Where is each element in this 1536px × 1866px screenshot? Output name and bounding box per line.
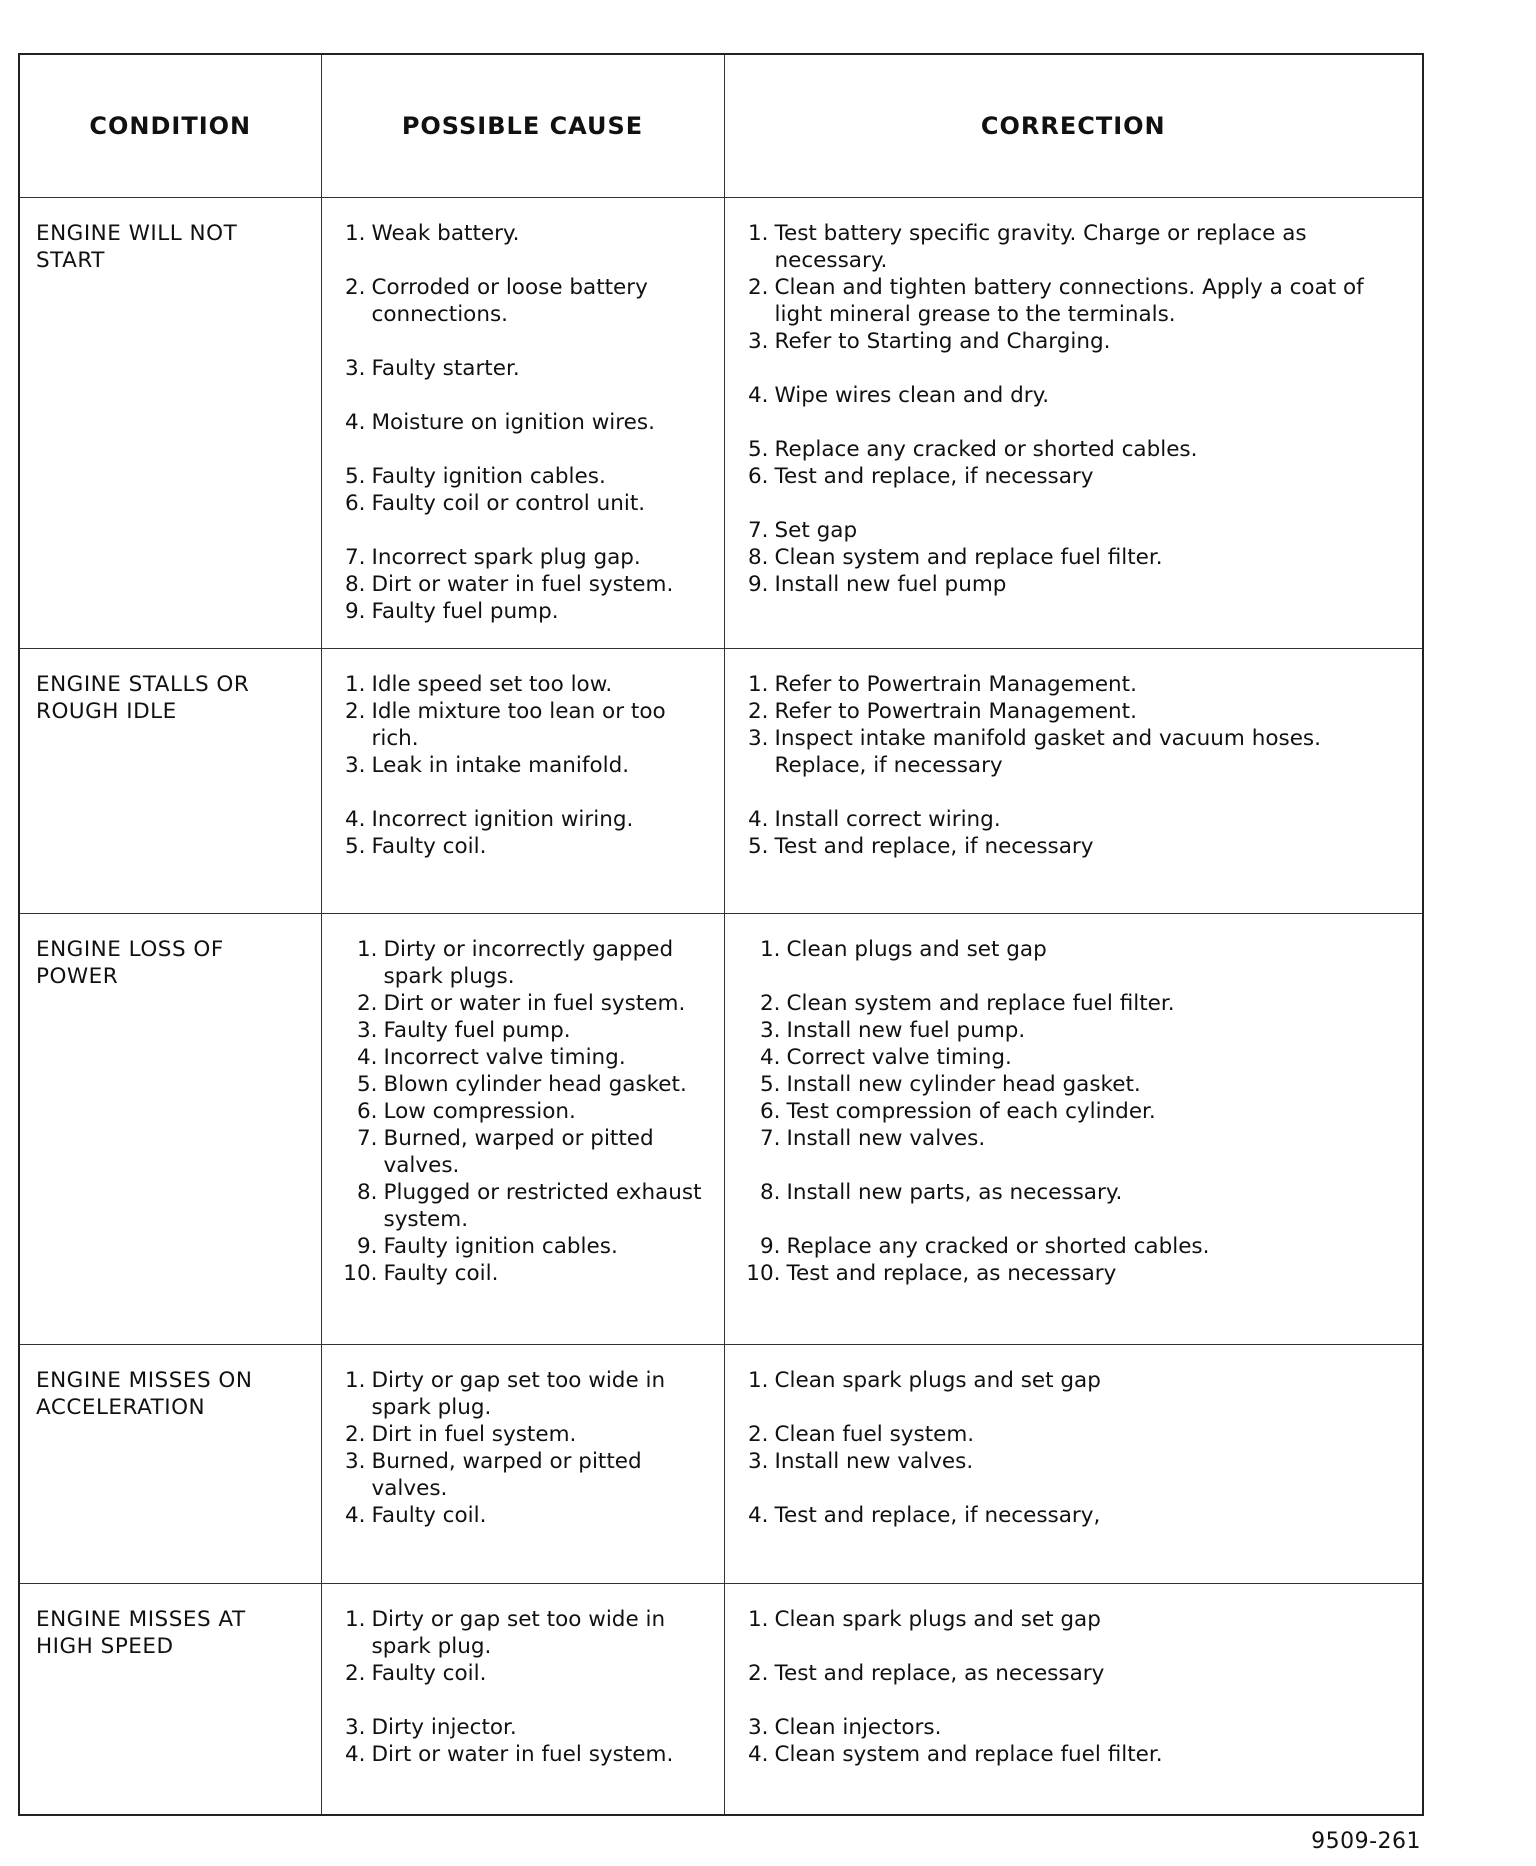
item-text: Install new cylinder head gasket. bbox=[786, 1072, 1141, 1097]
item-number: 3. bbox=[747, 1715, 769, 1740]
cause-item bbox=[336, 1502, 710, 1529]
item-number: 3. bbox=[747, 726, 769, 751]
item-number: 2. bbox=[356, 991, 378, 1016]
cause-item bbox=[336, 698, 710, 752]
item-text: Weak battery. bbox=[371, 221, 520, 246]
item-text: Dirt in fuel system. bbox=[371, 1422, 577, 1447]
cause-item bbox=[336, 490, 710, 517]
item-number: 1. bbox=[747, 1368, 769, 1393]
item-text: Faulty coil. bbox=[371, 1503, 487, 1528]
correction-list bbox=[739, 671, 1409, 860]
item-text: Test and replace, if necessary, bbox=[774, 1503, 1101, 1528]
item-text: Dirt or water in fuel system. bbox=[383, 991, 686, 1016]
correction-item bbox=[739, 1017, 1409, 1044]
item-number: 4. bbox=[344, 410, 366, 435]
item-number: 8. bbox=[759, 1180, 781, 1205]
condition-cell bbox=[19, 198, 321, 649]
correction-item bbox=[739, 1125, 1409, 1152]
item-text: Wipe wires clean and dry. bbox=[774, 383, 1050, 408]
item-number: 2. bbox=[747, 275, 769, 300]
item-number: 4. bbox=[747, 383, 769, 408]
cause-item bbox=[336, 1660, 710, 1687]
condition-text: ENGINE STALLS OR ROUGH IDLE bbox=[36, 672, 250, 724]
item-number: 2. bbox=[344, 275, 366, 300]
table-body bbox=[19, 198, 1423, 1816]
item-text: Incorrect valve timing. bbox=[383, 1045, 626, 1070]
item-text: Replace any cracked or shorted cables. bbox=[786, 1234, 1210, 1259]
item-text: Clean fuel system. bbox=[774, 1422, 975, 1447]
condition-text: ENGINE MISSES AT HIGH SPEED bbox=[36, 1607, 246, 1659]
cause-item bbox=[336, 671, 710, 698]
cause-item bbox=[336, 1125, 710, 1179]
item-number: 1. bbox=[344, 1368, 366, 1393]
item-text: Faulty ignition cables. bbox=[371, 464, 606, 489]
cause-item bbox=[336, 571, 710, 598]
cause-item bbox=[336, 1421, 710, 1448]
item-text: Idle mixture too lean or too rich. bbox=[371, 699, 666, 751]
item-number: 10. bbox=[746, 1261, 781, 1286]
item-number: 2. bbox=[747, 1661, 769, 1686]
table-row bbox=[19, 1584, 1423, 1816]
item-text: Leak in intake manifold. bbox=[371, 753, 630, 778]
item-number: 3. bbox=[759, 1018, 781, 1043]
cause-list bbox=[336, 1606, 710, 1768]
item-number: 7. bbox=[759, 1126, 781, 1151]
item-number: 1. bbox=[344, 672, 366, 697]
item-text: Idle speed set too low. bbox=[371, 672, 613, 697]
diagnosis-table-wrapper bbox=[18, 53, 1422, 1816]
item-number: 7. bbox=[344, 545, 366, 570]
correction-item bbox=[739, 436, 1409, 463]
condition-text: ENGINE WILL NOT START bbox=[36, 221, 238, 273]
item-text: Refer to Starting and Charging. bbox=[774, 329, 1111, 354]
item-number: 1. bbox=[759, 937, 781, 962]
item-text: Clean injectors. bbox=[774, 1715, 942, 1740]
item-text: Faulty coil. bbox=[383, 1261, 499, 1286]
correction-cell bbox=[724, 649, 1423, 914]
item-text: Dirty injector. bbox=[371, 1715, 517, 1740]
item-text: Install new fuel pump. bbox=[786, 1018, 1026, 1043]
cause-item bbox=[336, 936, 710, 990]
correction-item bbox=[739, 544, 1409, 571]
cause-item bbox=[336, 1606, 710, 1660]
item-number: 5. bbox=[356, 1072, 378, 1097]
header-possible-cause: POSSIBLE CAUSE bbox=[321, 54, 724, 198]
cause-item bbox=[336, 220, 710, 247]
correction-item bbox=[739, 1071, 1409, 1098]
condition-cell bbox=[19, 1584, 321, 1816]
item-number: 2. bbox=[344, 1661, 366, 1686]
correction-cell bbox=[724, 914, 1423, 1345]
correction-cell bbox=[724, 1584, 1423, 1816]
item-number: 10. bbox=[343, 1261, 378, 1286]
item-number: 2. bbox=[747, 1422, 769, 1447]
header-condition: CONDITION bbox=[19, 54, 321, 198]
item-number: 5. bbox=[747, 834, 769, 859]
item-text: Faulty starter. bbox=[371, 356, 520, 381]
cause-item bbox=[336, 752, 710, 779]
item-text: Install new parts, as necessary. bbox=[786, 1180, 1123, 1205]
item-text: Moisture on ignition wires. bbox=[371, 410, 655, 435]
item-number: 3. bbox=[344, 753, 366, 778]
item-text: Install new fuel pump bbox=[774, 572, 1007, 597]
header-row bbox=[19, 54, 1423, 198]
item-text: Corroded or loose battery connections. bbox=[371, 275, 648, 327]
item-number: 2. bbox=[344, 699, 366, 724]
correction-item bbox=[739, 463, 1409, 490]
item-text: Dirt or water in fuel system. bbox=[371, 572, 674, 597]
correction-item bbox=[739, 1714, 1409, 1741]
item-text: Burned, warped or pitted valves. bbox=[383, 1126, 654, 1178]
item-text: Refer to Powertrain Management. bbox=[774, 699, 1137, 724]
diagnosis-table bbox=[18, 53, 1424, 1816]
item-text: Refer to Powertrain Management. bbox=[774, 672, 1137, 697]
correction-item bbox=[739, 1044, 1409, 1071]
cause-item bbox=[336, 1098, 710, 1125]
item-number: 3. bbox=[344, 1449, 366, 1474]
correction-item bbox=[739, 1606, 1409, 1633]
cause-list bbox=[336, 220, 710, 625]
item-number: 3. bbox=[747, 1449, 769, 1474]
item-number: 8. bbox=[747, 545, 769, 570]
item-number: 4. bbox=[344, 1503, 366, 1528]
item-number: 9. bbox=[356, 1234, 378, 1259]
item-number: 5. bbox=[747, 437, 769, 462]
condition-cell bbox=[19, 914, 321, 1345]
header-correction: CORRECTION bbox=[724, 54, 1423, 198]
condition-cell bbox=[19, 1345, 321, 1584]
item-number: 9. bbox=[759, 1234, 781, 1259]
item-number: 1. bbox=[356, 937, 378, 962]
item-number: 4. bbox=[759, 1045, 781, 1070]
item-text: Incorrect spark plug gap. bbox=[371, 545, 641, 570]
cause-item bbox=[336, 355, 710, 382]
item-number: 2. bbox=[759, 991, 781, 1016]
cause-item bbox=[336, 1367, 710, 1421]
correction-item bbox=[739, 1660, 1409, 1687]
item-text: Install new valves. bbox=[774, 1449, 974, 1474]
item-number: 4. bbox=[747, 1503, 769, 1528]
correction-item bbox=[739, 1448, 1409, 1475]
item-text: Clean spark plugs and set gap bbox=[774, 1368, 1101, 1393]
item-text: Test battery specific gravity. Charge or replace as necessary. bbox=[774, 221, 1307, 273]
table-row bbox=[19, 649, 1423, 914]
item-text: Plugged or restricted exhaust system. bbox=[383, 1180, 702, 1232]
item-text: Incorrect ignition wiring. bbox=[371, 807, 634, 832]
table-row bbox=[19, 198, 1423, 649]
cause-list bbox=[336, 1367, 710, 1529]
correction-item bbox=[739, 1741, 1409, 1768]
item-number: 1. bbox=[747, 672, 769, 697]
cause-list bbox=[336, 671, 710, 860]
item-number: 9. bbox=[344, 599, 366, 624]
correction-item bbox=[739, 725, 1409, 779]
table-row bbox=[19, 914, 1423, 1345]
correction-item bbox=[739, 698, 1409, 725]
cause-cell bbox=[321, 1584, 724, 1816]
cause-item bbox=[336, 598, 710, 625]
correction-item bbox=[739, 382, 1409, 409]
table-row bbox=[19, 1345, 1423, 1584]
item-number: 7. bbox=[356, 1126, 378, 1151]
item-number: 6. bbox=[344, 491, 366, 516]
item-number: 5. bbox=[344, 464, 366, 489]
correction-item bbox=[739, 1179, 1409, 1206]
item-text: Clean and tighten battery connections. Apply a coat of light mineral grease to the terminals. bbox=[774, 275, 1364, 327]
item-text: Faulty coil or control unit. bbox=[371, 491, 646, 516]
correction-list bbox=[739, 1367, 1409, 1529]
item-text: Clean system and replace fuel filter. bbox=[774, 545, 1163, 570]
item-number: 7. bbox=[747, 518, 769, 543]
cause-item bbox=[336, 1044, 710, 1071]
item-text: Faulty ignition cables. bbox=[383, 1234, 618, 1259]
cause-item bbox=[336, 833, 710, 860]
cause-item bbox=[336, 1260, 710, 1287]
cause-item bbox=[336, 544, 710, 571]
item-number: 1. bbox=[747, 221, 769, 246]
item-number: 6. bbox=[356, 1099, 378, 1124]
item-text: Test and replace, if necessary bbox=[774, 464, 1094, 489]
correction-list bbox=[739, 220, 1409, 598]
item-text: Faulty coil. bbox=[371, 1661, 487, 1686]
correction-item bbox=[739, 1502, 1409, 1529]
item-text: Install new valves. bbox=[786, 1126, 986, 1151]
cause-item bbox=[336, 1448, 710, 1502]
cause-item bbox=[336, 990, 710, 1017]
condition-text: ENGINE MISSES ON ACCELERATION bbox=[36, 1368, 253, 1420]
item-text: Install correct wiring. bbox=[774, 807, 1001, 832]
cause-cell bbox=[321, 198, 724, 649]
item-number: 4. bbox=[747, 807, 769, 832]
item-text: Test and replace, if necessary bbox=[774, 834, 1094, 859]
correction-item bbox=[739, 1098, 1409, 1125]
item-number: 8. bbox=[344, 572, 366, 597]
condition-text: ENGINE LOSS OF POWER bbox=[36, 937, 224, 989]
item-text: Faulty fuel pump. bbox=[383, 1018, 571, 1043]
item-text: Low compression. bbox=[383, 1099, 576, 1124]
cause-item bbox=[336, 1741, 710, 1768]
correction-item bbox=[739, 671, 1409, 698]
cause-item bbox=[336, 463, 710, 490]
item-text: Set gap bbox=[774, 518, 858, 543]
correction-item bbox=[739, 833, 1409, 860]
correction-cell bbox=[724, 198, 1423, 649]
item-number: 6. bbox=[759, 1099, 781, 1124]
correction-item bbox=[739, 936, 1409, 963]
item-text: Inspect intake manifold gasket and vacuum hoses. Replace, if necessary bbox=[774, 726, 1321, 778]
correction-item bbox=[739, 1260, 1409, 1287]
item-text: Test and replace, as necessary bbox=[774, 1661, 1105, 1686]
item-text: Dirty or incorrectly gapped spark plugs. bbox=[383, 937, 674, 989]
item-text: Dirty or gap set too wide in spark plug. bbox=[371, 1368, 666, 1420]
item-text: Dirty or gap set too wide in spark plug. bbox=[371, 1607, 666, 1659]
item-number: 1. bbox=[344, 1607, 366, 1632]
cause-item bbox=[336, 1179, 710, 1233]
item-number: 4. bbox=[747, 1742, 769, 1767]
item-text: Replace any cracked or shorted cables. bbox=[774, 437, 1198, 462]
item-text: Correct valve timing. bbox=[786, 1045, 1012, 1070]
item-text: Clean system and replace fuel filter. bbox=[774, 1742, 1163, 1767]
cause-item bbox=[336, 1017, 710, 1044]
correction-item bbox=[739, 517, 1409, 544]
cause-cell bbox=[321, 914, 724, 1345]
item-text: Burned, warped or pitted valves. bbox=[371, 1449, 642, 1501]
item-number: 1. bbox=[747, 1607, 769, 1632]
correction-cell bbox=[724, 1345, 1423, 1584]
correction-item bbox=[739, 990, 1409, 1017]
cause-item bbox=[336, 1233, 710, 1260]
item-text: Dirt or water in fuel system. bbox=[371, 1742, 674, 1767]
item-text: Faulty fuel pump. bbox=[371, 599, 559, 624]
item-number: 4. bbox=[344, 807, 366, 832]
cause-item bbox=[336, 409, 710, 436]
item-text: Clean plugs and set gap bbox=[786, 937, 1047, 962]
item-number: 2. bbox=[344, 1422, 366, 1447]
figure-number: 9509-261 bbox=[1311, 1829, 1421, 1854]
cause-item bbox=[336, 806, 710, 833]
cause-cell bbox=[321, 649, 724, 914]
cause-item bbox=[336, 1071, 710, 1098]
correction-item bbox=[739, 1233, 1409, 1260]
correction-item bbox=[739, 220, 1409, 274]
correction-item bbox=[739, 328, 1409, 355]
correction-item bbox=[739, 274, 1409, 328]
correction-item bbox=[739, 1367, 1409, 1394]
item-number: 2. bbox=[747, 699, 769, 724]
item-number: 9. bbox=[747, 572, 769, 597]
item-text: Blown cylinder head gasket. bbox=[383, 1072, 687, 1097]
condition-cell bbox=[19, 649, 321, 914]
item-number: 4. bbox=[344, 1742, 366, 1767]
item-text: Clean system and replace fuel filter. bbox=[786, 991, 1175, 1016]
item-text: Test and replace, as necessary bbox=[786, 1261, 1117, 1286]
item-text: Faulty coil. bbox=[371, 834, 487, 859]
correction-list bbox=[739, 1606, 1409, 1768]
item-number: 8. bbox=[356, 1180, 378, 1205]
item-number: 6. bbox=[747, 464, 769, 489]
item-number: 3. bbox=[747, 329, 769, 354]
item-text: Test compression of each cylinder. bbox=[786, 1099, 1156, 1124]
item-number: 3. bbox=[344, 356, 366, 381]
cause-item bbox=[336, 1714, 710, 1741]
item-number: 4. bbox=[356, 1045, 378, 1070]
item-number: 3. bbox=[344, 1715, 366, 1740]
correction-list bbox=[739, 936, 1409, 1287]
item-number: 1. bbox=[344, 221, 366, 246]
item-number: 3. bbox=[356, 1018, 378, 1043]
item-text: Clean spark plugs and set gap bbox=[774, 1607, 1101, 1632]
cause-list bbox=[336, 936, 710, 1287]
correction-item bbox=[739, 1421, 1409, 1448]
item-number: 5. bbox=[759, 1072, 781, 1097]
cause-item bbox=[336, 274, 710, 328]
cause-cell bbox=[321, 1345, 724, 1584]
correction-item bbox=[739, 806, 1409, 833]
item-number: 5. bbox=[344, 834, 366, 859]
correction-item bbox=[739, 571, 1409, 598]
